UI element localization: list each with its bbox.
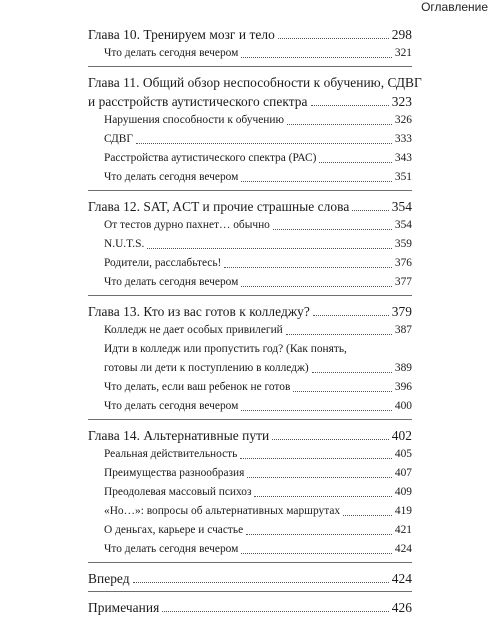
page-number: 409 (394, 486, 412, 498)
chapter-10-block (88, 25, 412, 67)
dot-leader (224, 267, 392, 268)
toc-entry-section[interactable] (88, 483, 412, 502)
dot-leader (343, 515, 392, 516)
chapter-13-block (88, 302, 412, 420)
chapter-title: Глава 14. Альтернативные пути (88, 428, 270, 443)
toc-entry-section[interactable] (88, 149, 412, 168)
section-title: Что делать, если ваш ребенок не готов (104, 381, 291, 393)
toc-entry-section[interactable] (88, 378, 412, 397)
toc-entry-section[interactable] (88, 540, 412, 559)
toc-entry-section[interactable] (88, 464, 412, 483)
section-title: Преодолевая массовый психоз (104, 486, 252, 498)
chapter-title: Вперед (88, 571, 130, 586)
forward-block (88, 569, 412, 592)
toc-entry-chapter-12[interactable] (88, 197, 412, 216)
toc-entry-chapter-13[interactable] (88, 302, 412, 321)
toc-entry-chapter-10[interactable] (88, 25, 412, 44)
chapter-title: Глава 12. SAT, ACT и прочие страшные слова (88, 199, 350, 214)
section-title: Колледж не дает особых привилегий (104, 324, 283, 336)
toc-entry-notes[interactable] (88, 598, 412, 617)
dot-leader (136, 143, 392, 144)
page-number: 298 (391, 27, 412, 42)
page-number: 376 (394, 257, 412, 269)
chapter-11-block (88, 73, 422, 191)
dot-leader (246, 534, 392, 535)
section-title-line-2: готовы ли дети к поступлению в колледж) (104, 362, 309, 374)
toc-entry-section[interactable] (88, 168, 412, 187)
page-number: 321 (394, 47, 412, 59)
page-number: 354 (391, 199, 412, 214)
toc-entry-section[interactable] (88, 502, 412, 521)
section-title: Что делать сегодня вечером (104, 47, 239, 59)
dot-leader (311, 105, 389, 106)
section-title: Что делать сегодня вечером (104, 276, 239, 288)
toc-entry-chapter-11[interactable] (88, 92, 412, 111)
section-title: «Но…»: вопросы об альтернативных маршрутах (104, 505, 341, 517)
running-header: Оглавление (421, 0, 488, 14)
toc-entry-section[interactable] (88, 44, 412, 63)
dot-leader (247, 477, 392, 478)
page-number: 389 (394, 362, 412, 374)
toc-entry-section[interactable] (88, 111, 412, 130)
toc-entry-section[interactable] (88, 273, 412, 292)
page-number: 426 (391, 600, 412, 615)
chapter-title: Глава 10. Тренируем мозг и тело (88, 27, 275, 42)
toc-entry-forward[interactable] (88, 569, 412, 588)
page-number: 343 (394, 152, 412, 164)
notes-block (88, 598, 412, 620)
dot-leader (241, 57, 392, 58)
toc-entry-section-line-1[interactable] (88, 340, 412, 359)
page-number: 396 (394, 381, 412, 393)
page-number: 402 (391, 428, 412, 443)
dot-leader (133, 582, 389, 583)
page-number: 421 (394, 524, 412, 536)
section-title: Что делать сегодня вечером (104, 543, 239, 555)
dot-leader (240, 458, 392, 459)
dot-leader (287, 124, 392, 125)
section-title: N.U.T.S. (104, 238, 145, 250)
page-number: 377 (394, 276, 412, 288)
section-title: Реальная действительность (104, 448, 238, 460)
chapter-title: Примечания (88, 600, 160, 615)
section-title: Родители, расслабьтесь! (104, 257, 222, 269)
toc-entry-section[interactable] (88, 397, 412, 416)
table-of-contents (88, 25, 422, 626)
toc-entry-section[interactable] (88, 521, 412, 540)
page-number: 351 (394, 171, 412, 183)
toc-entry-chapter-14[interactable] (88, 426, 412, 445)
page-number: 400 (394, 400, 412, 412)
toc-entry-section[interactable] (88, 445, 412, 464)
page-number: 359 (394, 238, 412, 250)
toc-entry-section[interactable] (88, 216, 412, 235)
chapter-title-line-2: и расстройств аутистического спектра (88, 94, 308, 109)
chapter-title: Глава 13. Кто из вас готов к колледжу? (88, 304, 310, 319)
section-title: СДВГ (104, 133, 133, 145)
dot-leader (312, 372, 392, 373)
dot-leader (241, 181, 392, 182)
page-number: 387 (394, 324, 412, 336)
page-number: 354 (394, 219, 412, 231)
toc-entry-section[interactable] (88, 359, 412, 378)
dot-leader (352, 210, 388, 211)
toc-entry-section[interactable] (88, 254, 412, 273)
section-title: О деньгах, карьере и счастье (104, 524, 244, 536)
dot-leader (241, 410, 392, 411)
dot-leader (293, 391, 392, 392)
section-title: От тестов дурно пахнет… обычно (104, 219, 270, 231)
toc-entry-section[interactable] (88, 235, 412, 254)
page-number: 326 (394, 114, 412, 126)
chapter-12-block (88, 197, 412, 296)
dot-leader (147, 248, 392, 249)
page-number: 407 (394, 467, 412, 479)
dot-leader (254, 496, 391, 497)
section-title: Что делать сегодня вечером (104, 400, 239, 412)
section-title-line-1: Идти в колледж или пропустить год? (Как понять, (104, 343, 347, 355)
dot-leader (273, 229, 392, 230)
toc-entry-section[interactable] (88, 321, 412, 340)
toc-entry-chapter-11-line-1[interactable] (88, 73, 422, 92)
page-number: 424 (391, 571, 412, 586)
chapter-14-block (88, 426, 412, 563)
page-number: 323 (391, 94, 412, 109)
section-title: Что делать сегодня вечером (104, 171, 239, 183)
dot-leader (278, 38, 389, 39)
dot-leader (272, 439, 389, 440)
section-title: Нарушения способности к обучению (104, 114, 284, 126)
section-title: Преимущества разнообразия (104, 467, 245, 479)
chapter-title-line-1: Глава 11. Общий обзор неспособности к обучению, СДВГ (88, 75, 422, 90)
dot-leader (313, 315, 389, 316)
section-title: Расстройства аутистического спектра (РАС) (104, 152, 317, 164)
toc-entry-section[interactable] (88, 130, 412, 149)
page-number: 419 (394, 505, 412, 517)
page-number: 333 (394, 133, 412, 145)
dot-leader (241, 286, 392, 287)
dot-leader (241, 553, 392, 554)
dot-leader (319, 162, 392, 163)
page-number: 424 (394, 543, 412, 555)
page-number: 379 (391, 304, 412, 319)
page-number: 405 (394, 448, 412, 460)
dot-leader (162, 611, 388, 612)
dot-leader (286, 334, 392, 335)
